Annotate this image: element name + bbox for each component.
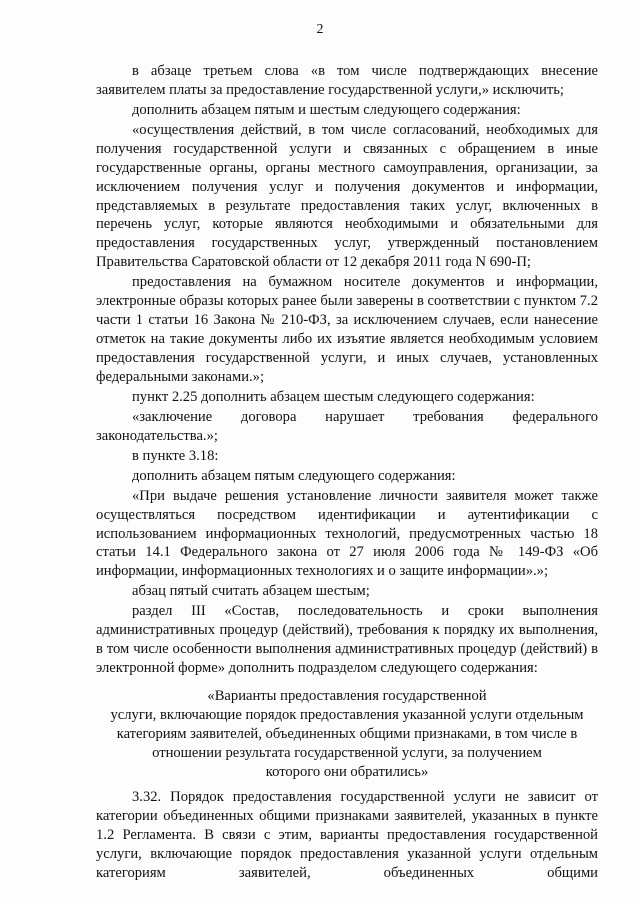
document-body <box>96 62 598 884</box>
paragraph-8: дополнить абзацем пятым следующего содержания: <box>132 467 456 484</box>
subsection-heading <box>96 687 598 782</box>
page-number: 2 <box>316 22 324 37</box>
paragraph-11: раздел III «Состав, последовательность и сроки выполнения административных процедур (действий), требования к порядку их выполнения, в том числе особенности выполнения административных процедур (действий) в электронной форме» дополнить подразделом следующего содержания: <box>96 603 598 677</box>
paragraph-6: «заключение договора нарушает требования федерального законодательства.»; <box>96 408 598 444</box>
paragraph-1: в абзаце третьем слова «в том числе подтверждающих внесение заявителем платы за предоставление государственной услуги,» исключить; <box>96 63 598 98</box>
paragraph-5: пункт 2.25 дополнить абзацем шестым следующего содержания: <box>132 388 535 405</box>
paragraph-10: абзац пятый считать абзацем шестым; <box>132 583 370 600</box>
paragraph-3: «осуществления действий, в том числе согласований, необходимых для получения государственной услуги и связанных с обращением в иные государственные органы, органы местного самоуправления, организации, за исключением получения услуг и получения документов и информации, представляемых в результате предоставления таких услуг, включенных в перечень услуг, которые являются необходимыми и обязательными для предоставления государственных услуг, утвержденный постановлением Правительства Саратовской области от 12 декабря 2011 года N 690-П; <box>96 121 598 271</box>
paragraph-7: в пункте 3.18: <box>132 447 219 464</box>
paragraph-3-32: 3.32. Порядок предоставления государственной услуги не зависит от категории объединенных общими признаками заявителей, указанных в пункте 1.2 Регламента. В связи с этим, варианты предоставления государственной услуги, включающие порядок предоставления указанной услуги отдельным категориям заявителей, объединенных общими <box>96 789 598 882</box>
heading-line-3: категориям заявителей, объединенных общими признаками, в том числе в <box>116 725 578 742</box>
paragraph-2: дополнить абзацем пятым и шестым следующего содержания: <box>132 101 521 118</box>
paragraph-4: предоставления на бумажном носителе документов и информации, электронные образы которых ранее были заверены в соответствии с пунктом 7.2 части 1 статьи 16 Закона № 210-ФЗ, за исключением случаев, если нанесение отметок на такие документы либо их изъятие является необходимым условием предоставления государственной услуги, и иных случаев, установленных федеральными законами.»; <box>96 274 598 385</box>
paragraph-9: «При выдаче решения установление личности заявителя может также осуществляться посредством идентификации и аутентификации с использованием информационных технологий, предусмотренных частью 18 статьи 14.1 Федерального закона от 27 июля 2006 года № 149-ФЗ «Об информации, информационных технологиях и о защите информации».»; <box>96 487 598 580</box>
heading-line-1: «Варианты предоставления государственной <box>207 687 487 704</box>
heading-line-5: которого они обратились» <box>265 763 429 780</box>
heading-line-4: отношении результата государственной услуги, за получением <box>152 744 542 761</box>
heading-line-2: услуги, включающие порядок предоставления указанной услуги отдельным <box>110 706 584 723</box>
